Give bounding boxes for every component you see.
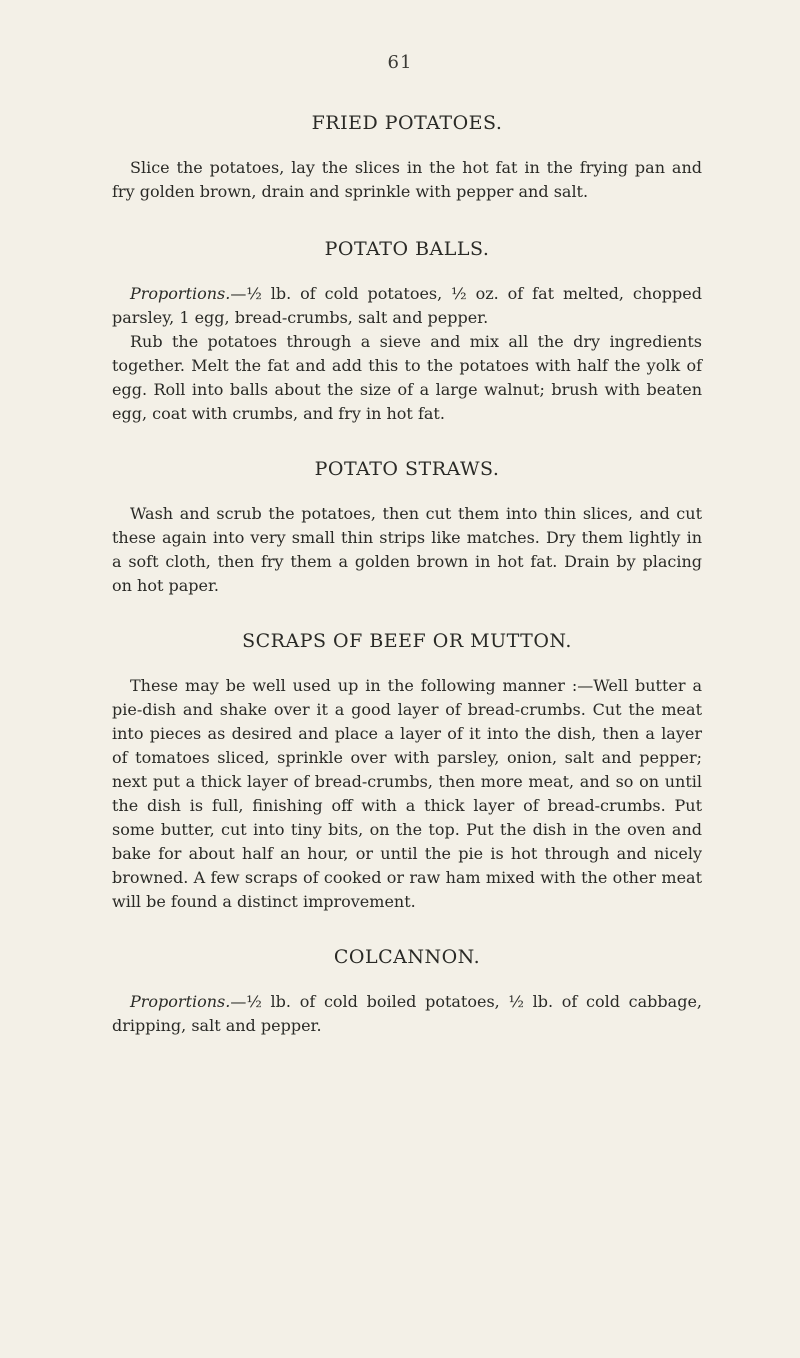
proportions-text: —½ lb. of cold boiled potatoes, ½ lb. of cold cabbage, dripping, salt and pepper. — [112, 992, 702, 1035]
recipe-fried-potatoes — [112, 112, 702, 204]
recipe-heading: COLCANNON. — [333, 946, 481, 968]
recipe-paragraph — [112, 502, 702, 598]
recipe-heading: POTATO STRAWS. — [314, 458, 500, 480]
recipe-heading: SCRAPS OF BEEF OR MUTTON. — [242, 630, 572, 652]
recipe-heading: FRIED POTATOES. — [311, 112, 503, 134]
proportions-label: Proportions. — [130, 284, 231, 303]
recipe-heading: POTATO BALLS. — [324, 238, 490, 260]
recipe-text: Slice the potatoes, lay the slices in the hot fat in the frying pan and fry golden brown, drain and sprinkle with pepper and salt. — [112, 158, 702, 201]
page-content — [112, 112, 702, 1038]
proportions-paragraph — [112, 282, 702, 330]
recipe-potato-straws — [112, 458, 702, 598]
recipe-paragraph — [112, 674, 702, 914]
recipe-text: Wash and scrub the potatoes, then cut them into thin slices, and cut these again into very small thin strips like matches. Dry them lightly in a soft cloth, then fry them a golden brown in hot fat. Drain by placing on hot paper. — [112, 504, 702, 595]
proportions-label: Proportions. — [130, 992, 231, 1011]
recipe-paragraph — [112, 330, 702, 426]
page-number: 61 — [387, 52, 413, 73]
recipe-colcannon — [112, 946, 702, 1038]
proportions-paragraph — [112, 990, 702, 1038]
recipe-scraps-of-beef-or-mutton — [112, 630, 702, 914]
recipe-paragraph — [112, 156, 702, 204]
recipe-potato-balls — [112, 238, 702, 426]
proportions-text: —½ lb. of cold potatoes, ½ oz. of fat melted, chopped parsley, 1 egg, bread-crumbs, salt and pepper. — [112, 284, 702, 327]
recipe-text: Rub the potatoes through a sieve and mix all the dry ingredients together. Melt the fat and add this to the potatoes with half the yolk of egg. Roll into balls about the size of a large walnut; brush with beaten egg, coat with crumbs, and fry in hot fat. — [112, 332, 702, 423]
recipe-text: These may be well used up in the following manner :—Well butter a pie-dish and shake over it a good layer of bread-crumbs. Cut the meat into pieces as desired and place a layer of it into the dish, then a layer of tomatoes sliced, sprinkle over with parsley, onion, salt and pepper; next put a thick layer of bread-crumbs, then more meat, and so on until the dish is full, finishing off with a thick layer of bread-crumbs. Put some butter, cut into tiny bits, on the top. Put the dish in the oven and bake for about half an hour, or until the pie is hot through and nicely browned. A few scraps of cooked or raw ham mixed with the other meat will be found a distinct improvement. — [112, 676, 702, 911]
